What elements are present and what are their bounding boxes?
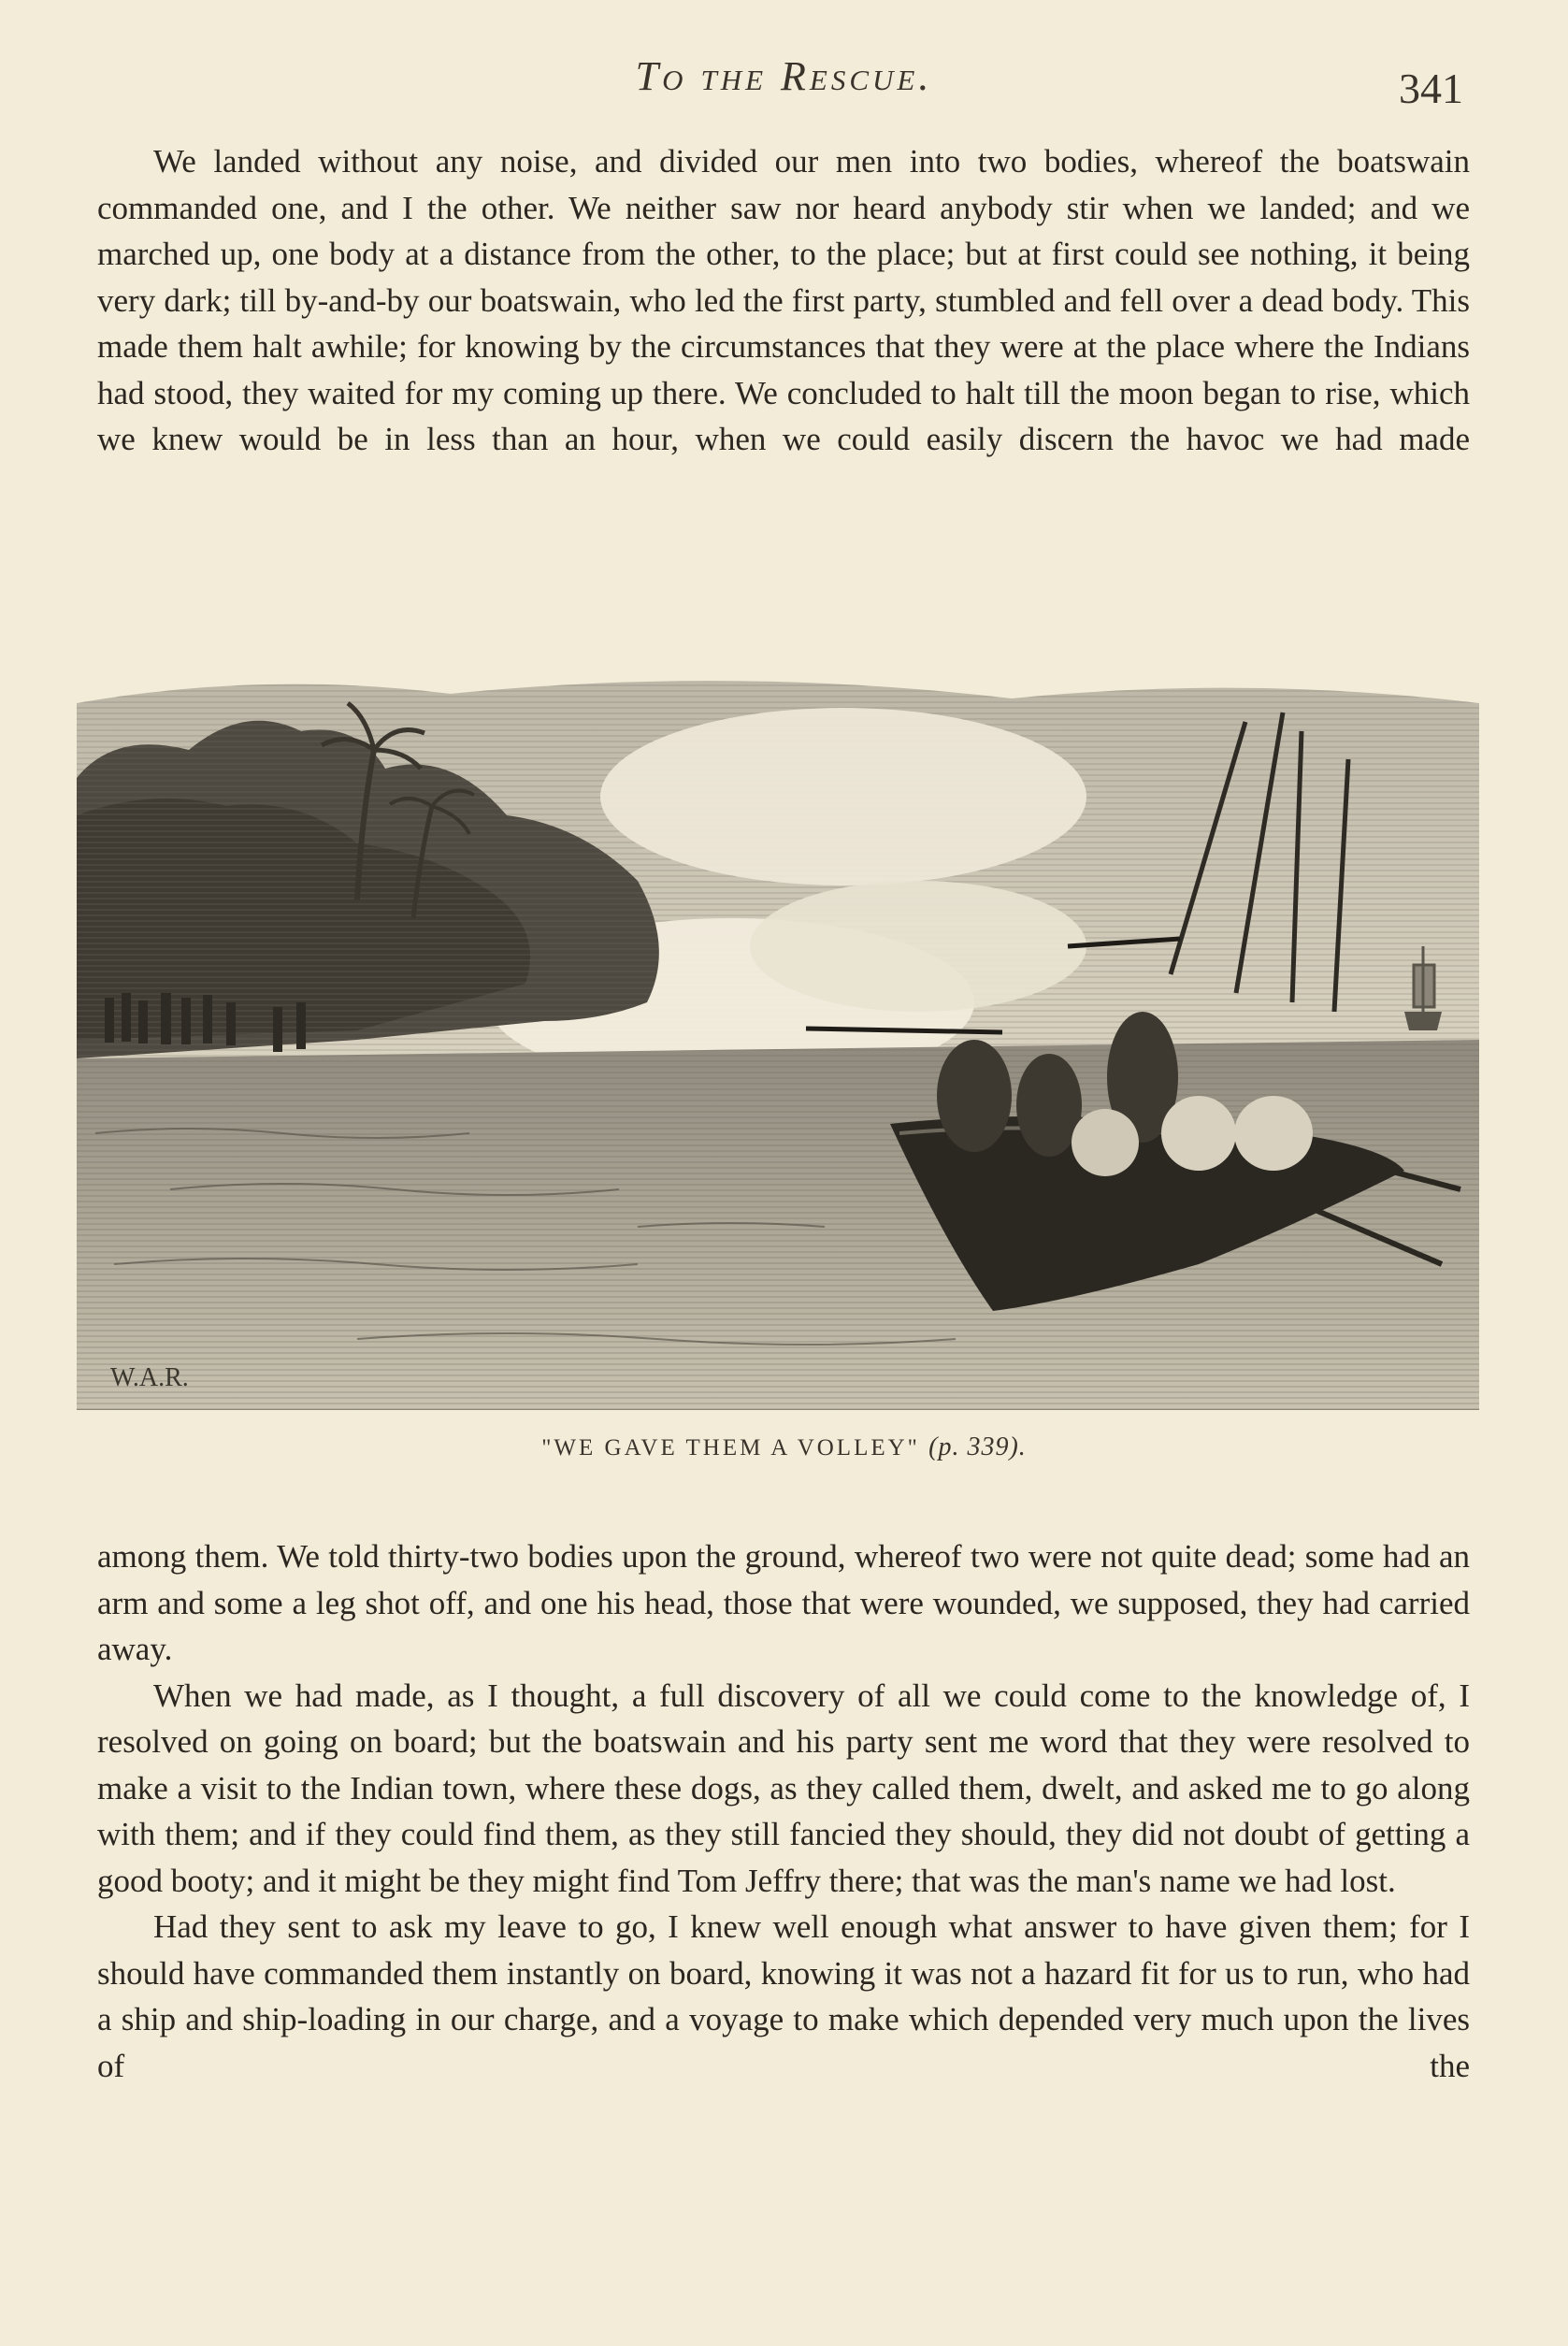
page-number: 341 [1399, 65, 1463, 112]
bottom-text-block [97, 1533, 1470, 2089]
artist-signature: W.A.R. [110, 1363, 189, 1392]
running-title: To the Rescue. [635, 53, 933, 99]
paragraph-leave: Had they sent to ask my leave to go, I knew well enough what answer to have given them; for I should have commanded them instantly on board, knowing it was not a hazard fit for us to run, who had a ship and ship-loading in our charge, and a voyage to make which depended very much upon the lives of the [97, 1908, 1470, 2084]
top-text-block [97, 138, 1470, 463]
running-head [0, 49, 1568, 114]
caption-text: "WE GAVE THEM A VOLLEY" [541, 1435, 920, 1461]
paragraph-continued: among them. We told thirty-two bodies upon the ground, whereof two were not quite dead; some had an arm and some a leg shot off, and one his head, those that were wounded, we supposed, they had carried away. [97, 1538, 1470, 1667]
paragraph-discovery: When we had made, as I thought, a full discovery of all we could come to the knowledge of, I resolved on going on board; but the boatswain and his party sent me word that they were resolved to make a visit to the Indian town, where these dogs, as they called them, dwelt, and asked me to go along with them; and if they could find them, as they still fancied they should, they did not doubt of getting a good booty; and it might be they might find Tom Jeffry there; that was the man's name we had lost. [97, 1677, 1470, 1899]
caption-page-ref: (p. 339). [928, 1432, 1027, 1461]
illustration-engraving [77, 666, 1479, 1410]
illustration-caption [0, 1432, 1568, 1462]
paragraph-top: We landed without any noise, and divided our men into two bodies, whereof the boatswain commanded one, and I the other. We neither saw nor heard anybody stir when we landed; and we marched up, one body at a distance from the other, to the place; but at first could see nothing, it being very dark; till by-and-by our boatswain, who led the first party, stumbled and fell over a dead body. This made them halt awhile; for knowing by the circumstances that they were at the place where the Indians had stood, they waited for my coming up there. We concluded to halt till the moon began to rise, which we knew would be in less than an hour, when we could easily discern the havoc we had made [97, 143, 1470, 457]
